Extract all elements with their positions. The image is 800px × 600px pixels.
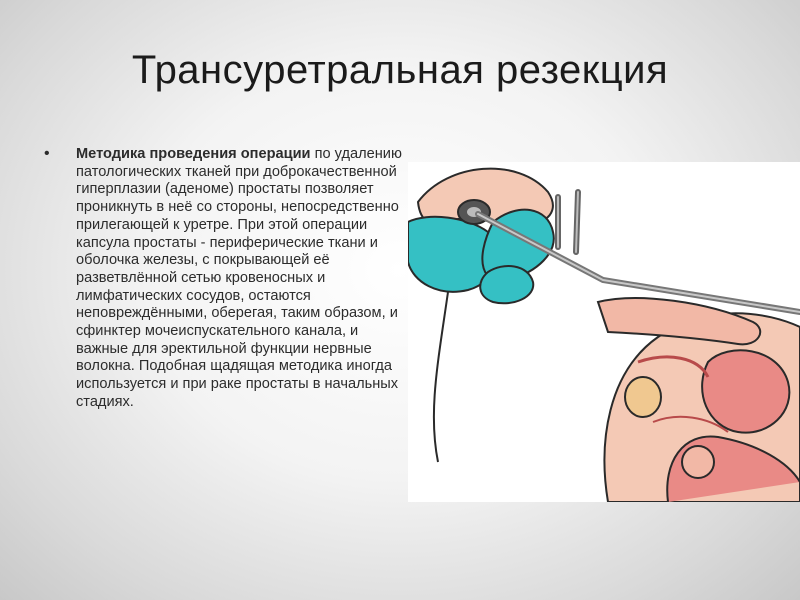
bullet-bold-lead: Методика проведения операции: [76, 146, 311, 162]
bullet-dot-icon: •: [44, 145, 50, 162]
bullet-text: [76, 146, 406, 412]
bullet-body: по удалению патологических тканей при доброкачественной гиперплазии (аденоме) простаты позволяет проникнуть в неё со стороны, непосредственно прилегающей к уретре. При этой операции капсула простаты - периферические ткани и оболочка железы, с покрывающей её разветвлённой сетью кровеносных и лимфатических сосудов, остаются неповреждёнными, оберегая, таким образом, и сфинктер мочеиспускательного канала, и важные для эректильной функции нервные волокна. Подобная щадящая методика иногда используется и при раке простаты в начальных стадиях.: [76, 146, 402, 410]
slide-title: Трансуретральная резекция: [131, 48, 669, 92]
transurethral-resection-illustration: [408, 162, 800, 502]
bullet-paragraph: [46, 146, 406, 412]
